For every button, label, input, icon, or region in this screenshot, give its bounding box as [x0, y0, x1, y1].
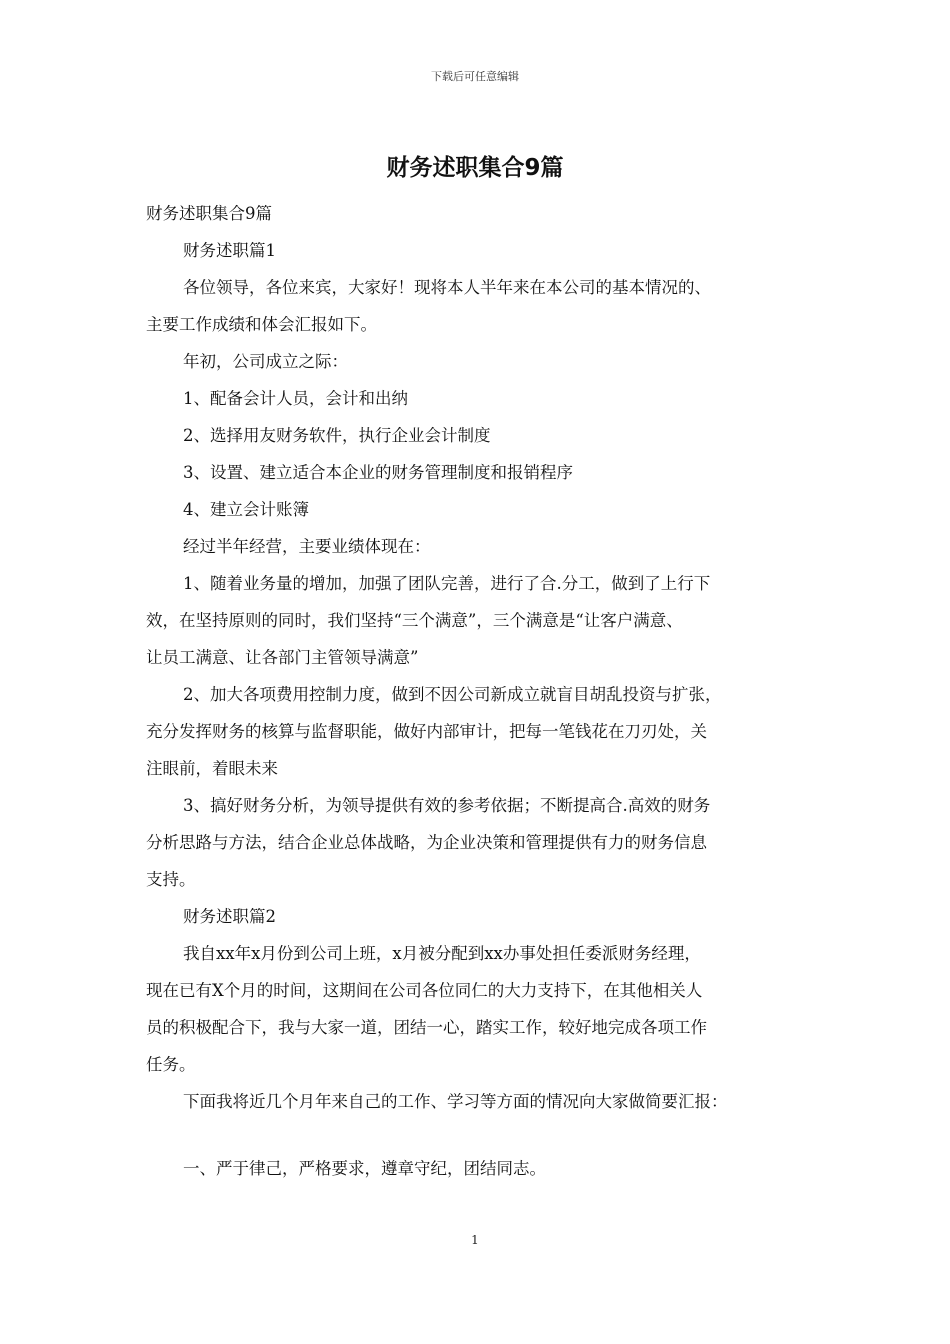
subsection-heading: 一、严于律己，严格要求，遵章守纪，团结同志。 [183, 1159, 546, 1178]
paragraph-line: 现在已有X个月的时间，这期间在公司各位同仁的大力支持下，在其他相关人 [146, 981, 703, 1000]
paragraph-line: 年初，公司成立之际： [183, 352, 348, 371]
paragraph-line: 经过半年经营，主要业绩体现在： [183, 537, 431, 556]
list-item: 2、加大各项费用控制力度，做到不因公司新成立就盲目胡乱投资与扩张， [183, 685, 722, 704]
paragraph-line: 分析思路与方法，结合企业总体战略，为企业决策和管理提供有力的财务信息 [146, 833, 707, 852]
list-item: 2、选择用友财务软件，执行企业会计制度 [183, 426, 491, 445]
list-item: 4、建立会计账簿 [183, 500, 309, 519]
paragraph-line: 充分发挥财务的核算与监督职能，做好内部审计，把每一笔钱花在刀刃处，关 [146, 722, 707, 741]
document-body [146, 195, 812, 1187]
paragraph-line: 我自xx年x月份到公司上班，x月被分配到xx办事处担任委派财务经理， [183, 944, 701, 963]
paragraph-line: 让员工满意、让各部门主管领导满意” [146, 648, 419, 667]
paragraph-line: 员的积极配合下，我与大家一道，团结一心，踏实工作，较好地完成各项工作 [146, 1018, 707, 1037]
paragraph-line: 各位领导，各位来宾，大家好！现将本人半年来在本公司的基本情况的、 [183, 278, 711, 297]
paragraph-line: 下面我将近几个月年来自己的工作、学习等方面的情况向大家做简要汇报： [183, 1092, 728, 1111]
page-number: 1 [471, 1233, 479, 1247]
page-header: 下载后可任意编辑 [431, 70, 519, 83]
section-heading: 财务述职篇2 [183, 907, 276, 926]
list-item: 1、配备会计人员，会计和出纳 [183, 389, 408, 408]
section-heading: 财务述职篇1 [183, 241, 276, 260]
paragraph-line: 主要工作成绩和体会汇报如下。 [146, 315, 377, 334]
paragraph-line: 效，在坚持原则的同时，我们坚持“三个满意”，三个满意是“让客户满意、 [146, 611, 683, 630]
list-item: 1、随着业务量的增加，加强了团队完善，进行了合.分工，做到了上行下 [183, 574, 711, 593]
paragraph-line: 任务。 [146, 1055, 196, 1074]
paragraph-line: 支持。 [146, 870, 196, 889]
document-title: 财务述职集合9篇 [386, 155, 564, 181]
paragraph-line: 注眼前，着眼未来 [146, 759, 278, 778]
list-item: 3、设置、建立适合本企业的财务管理制度和报销程序 [183, 463, 573, 482]
doc-subtitle-line: 财务述职集合9篇 [146, 204, 272, 223]
list-item: 3、搞好财务分析，为领导提供有效的参考依据；不断提高合.高效的财务 [183, 796, 711, 815]
